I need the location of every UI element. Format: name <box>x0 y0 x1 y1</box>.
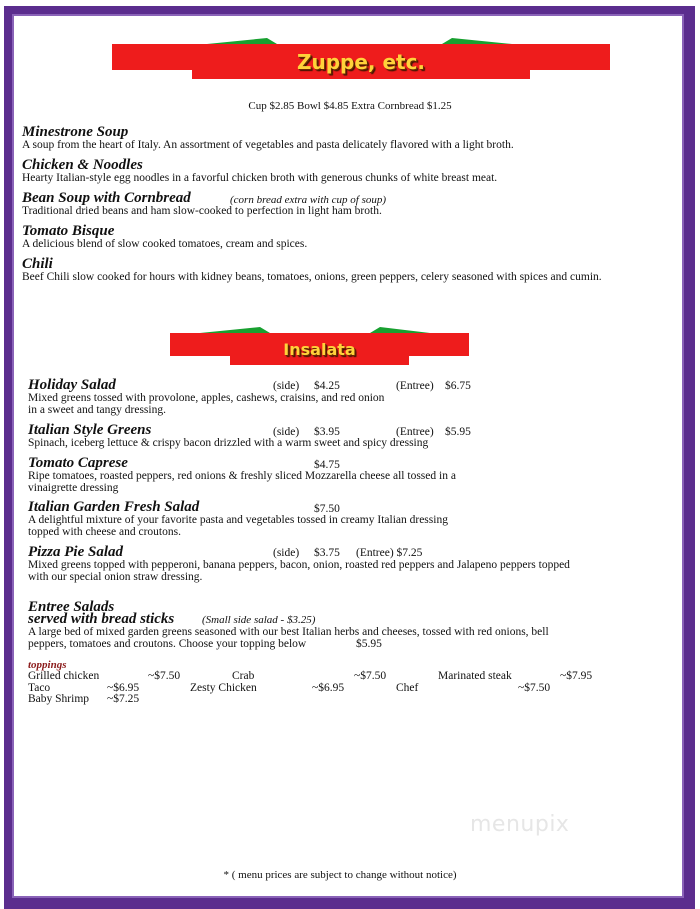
topping-price-1: ~$7.50 <box>148 670 181 682</box>
topping-price-5: ~$6.95 <box>312 682 345 694</box>
soup-title-2: Chicken & Noodles <box>22 157 143 173</box>
soup-desc-4: A delicious blend of slow cooked tomatoes, cream and spices. <box>22 238 308 250</box>
salad-title-5: Pizza Pie Salad <box>28 544 124 560</box>
salad-title-1: Holiday Salad <box>28 377 116 393</box>
soup-title-3: Bean Soup with Cornbread <box>22 190 191 206</box>
entree-salads-title: Entree Salads <box>28 599 115 615</box>
soup-prices: Cup $2.85 Bowl $4.85 Extra Cornbread $1.25 <box>248 100 452 112</box>
topping-price-7: ~$7.25 <box>107 693 140 705</box>
salad-entree-1: (Entree) <box>396 380 434 392</box>
insalata-title: Insalata <box>283 340 356 359</box>
entree-salads-desc: A large bed of mixed garden greens seasoned with our best Italian herbs and cheeses, tossed with red onions, bell <box>28 626 549 638</box>
entree-salads-desc2: peppers, tomatoes and croutons. Choose your topping below <box>28 638 307 650</box>
topping-name-2: Crab <box>232 670 255 682</box>
zuppe-banner <box>112 44 610 79</box>
salad-price-4: $7.50 <box>314 503 340 515</box>
topping-price-3: ~$7.95 <box>560 670 593 682</box>
salad-side-price-1: $4.25 <box>314 380 340 392</box>
topping-name-3: Marinated steak <box>438 670 512 682</box>
insalata-banner <box>170 333 469 365</box>
watermark-logo: menupix <box>470 812 570 837</box>
salad-desc-5: Mixed greens topped with pepperoni, banana peppers, bacon, onion, roasted red peppers and Jalapeno peppers topped <box>28 559 570 571</box>
soup-desc-3: Traditional dried beans and ham slow-cooked to perfection in light ham broth. <box>22 205 382 217</box>
salad-title-3: Tomato Caprese <box>28 455 128 471</box>
salad-title-2: Italian Style Greens <box>28 422 152 438</box>
entree-salads-note: (Small side salad - $3.25) <box>202 614 316 626</box>
topping-name-7: Baby Shrimp <box>28 693 90 705</box>
salad-side-price-2: $3.95 <box>314 426 340 438</box>
salad-desc2-5: with our special onion straw dressing. <box>28 571 203 583</box>
soup-title-5: Chili <box>22 256 53 272</box>
salad-desc2-3: vinaigrette dressing <box>28 482 119 494</box>
salad-price-3: $4.75 <box>314 459 340 471</box>
soup-desc-5: Beef Chili slow cooked for hours with kidney beans, tomatoes, onions, green peppers, celery seasoned with spices and cumin. <box>22 271 602 283</box>
topping-price-4: ~$6.95 <box>107 682 140 694</box>
salad-side-price-5: $3.75 <box>314 547 340 559</box>
topping-name-1: Grilled chicken <box>28 670 100 682</box>
entree-salads-price: $5.95 <box>356 638 382 650</box>
soup-note-3: (corn bread extra with cup of soup) <box>230 194 387 206</box>
salad-side-2: (side) <box>273 426 300 438</box>
salad-entree-price-1: $6.75 <box>445 380 471 392</box>
salad-side-5: (side) <box>273 547 300 559</box>
salad-desc-2: Spinach, iceberg lettuce & crispy bacon drizzled with a warm sweet and spicy dressing <box>28 437 429 449</box>
topping-name-5: Zesty Chicken <box>190 682 257 694</box>
topping-name-6: Chef <box>396 682 419 694</box>
salad-desc-1: Mixed greens tossed with provolone, apples, cashews, craisins, and red onion <box>28 392 385 404</box>
salad-desc-3: Ripe tomatoes, roasted peppers, red onions & freshly sliced Mozzarella cheese all tossed in a <box>28 470 456 482</box>
price-disclaimer: * ( menu prices are subject to change without notice) <box>223 869 457 881</box>
salad-entree-2: (Entree) <box>396 426 434 438</box>
salad-title-4: Italian Garden Fresh Salad <box>28 499 200 515</box>
soup-title-4: Tomato Bisque <box>22 223 115 239</box>
topping-price-6: ~$7.50 <box>518 682 551 694</box>
entree-salads-subtitle: served with bread sticks <box>28 611 175 627</box>
salad-desc2-4: topped with cheese and croutons. <box>28 526 181 538</box>
salad-entree-price-2: $5.95 <box>445 426 471 438</box>
soup-desc-2: Hearty Italian-style egg noodles in a favorful chicken broth with generous chunks of white breast meat. <box>22 172 498 184</box>
zuppe-title: Zuppe, etc. <box>296 50 426 74</box>
topping-name-4: Taco <box>28 682 51 694</box>
salad-desc-4: A delightful mixture of your favorite pasta and vegetables tossed in creamy Italian dressing <box>28 514 448 526</box>
salad-side-1: (side) <box>273 380 300 392</box>
topping-price-2: ~$7.50 <box>354 670 387 682</box>
soup-desc-1: A soup from the heart of Italy. An assortment of vegetables and pasta delicately flavored with a light broth. <box>22 139 514 151</box>
soup-title-1: Minestrone Soup <box>22 124 129 140</box>
salad-desc2-1: in a sweet and tangy dressing. <box>28 404 166 416</box>
salad-entree-line-5: (Entree) $7.25 <box>356 547 423 559</box>
toppings-label: toppings <box>28 659 67 671</box>
